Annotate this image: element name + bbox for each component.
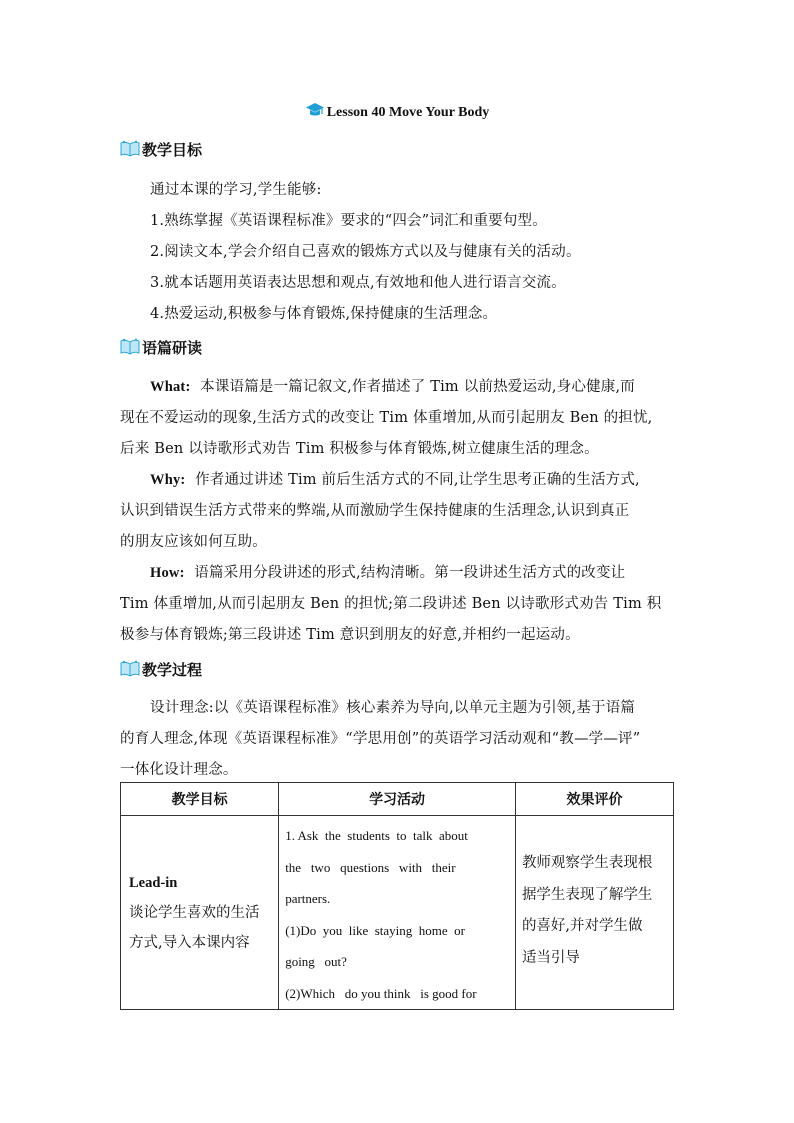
lesson-title-text: Lesson 40 Move Your Body [326,105,490,120]
goal-text-line: 谈论学生喜欢的生活 [129,904,260,921]
activity-line: (1)Do you like staying home or [285,922,465,938]
table-header-evaluation: 效果评价 [515,783,673,816]
table-header-row [121,783,674,816]
how-paragraph-line: 极参与体育锻炼;第三段讲述 Tim 意识到朋友的好意,并相约一起运动。 [120,627,580,643]
how-paragraph-line: How: 语篇采用分段讲述的形式,结构清晰。第一段讲述生活方式的改变让 [150,565,626,581]
goals-item: 4.热爱运动,积极参与体育锻炼,保持健康的生活理念。 [150,306,498,322]
activity-line: 1. Ask the students to talk about [285,828,468,843]
lesson-title [0,102,794,123]
activity-cell [279,816,516,1010]
goal-cell [121,816,279,1010]
how-paragraph-line: Tim 体重增加,从而引起朋友 Ben 的担忧;第二段讲述 Ben 以诗歌形式劝告 Tim 积 [120,596,662,612]
what-paragraph-line: 后来 Ben 以诗歌形式劝告 Tim 积极参与体育锻炼,树立健康生活的理念。 [120,441,599,457]
process-paragraph-line: 的育人理念,体现《英语课程标准》“学思用创”的英语学习活动观和“教—学—评” [120,731,641,747]
evaluation-cell [515,816,673,1010]
activity-line: partners. [285,891,331,906]
goals-item: 3.就本话题用英语表达思想和观点,有效地和他人进行语言交流。 [150,275,566,291]
activity-line: going out? [285,954,347,969]
activity-line: (2)Which do you think is good for [285,985,477,1001]
lead-in-label: Lead-in [129,874,178,891]
goals-intro: 通过本课的学习,学生能够: [150,182,322,198]
process-paragraph-line: 设计理念:以《英语课程标准》核心素养为导向,以单元主题为引领,基于语篇 [150,700,636,716]
why-paragraph-line: Why: 作者通过讲述 Tim 前后生活方式的不同,让学生思考正确的生活方式, [150,472,640,488]
section-heading-reading: 语篇研读 [120,337,202,360]
evaluation-line: 据学生表现了解学生 [521,886,653,903]
goals-item: 1.熟练掌握《英语课程标准》要求的“四会”词汇和重要句型。 [150,213,547,229]
table-row [121,816,674,1010]
evaluation-line: 教师观察学生表现根 [521,855,653,871]
activity-line: the two questions with their [285,859,456,875]
section-heading-process: 教学过程 [120,659,202,682]
graduation-cap-icon [305,102,325,123]
what-paragraph-line: 现在不爱运动的现象,生活方式的改变让 Tim 体重增加,从而引起朋友 Ben 的担忧, [120,410,653,426]
table-header-goal: 教学目标 [121,783,279,816]
table-header-activity: 学习活动 [279,783,516,816]
why-paragraph-line: 认识到错误生活方式带来的弊端,从而激励学生保持健康的生活理念,认识到真正 [120,503,630,519]
lesson-plan-table [120,782,674,1010]
why-paragraph-line: 的朋友应该如何互助。 [120,534,267,550]
process-paragraph-line: 一体化设计理念。 [120,762,238,778]
open-book-icon [120,338,140,360]
open-book-icon [120,660,140,682]
open-book-icon [120,140,140,162]
goals-item: 2.阅读文本,学会介绍自己喜欢的锻炼方式以及与健康有关的活动。 [150,244,581,260]
evaluation-line: 适当引导 [521,949,580,966]
goal-text-line: 方式,导入本课内容 [129,934,250,951]
what-paragraph-line: What: 本课语篇是一篇记叙文,作者描述了 Tim 以前热爱运动,身心健康,而 [150,379,636,395]
evaluation-line: 的喜好,并对学生做 [521,918,643,934]
section-heading-goals: 教学目标 [120,139,202,162]
